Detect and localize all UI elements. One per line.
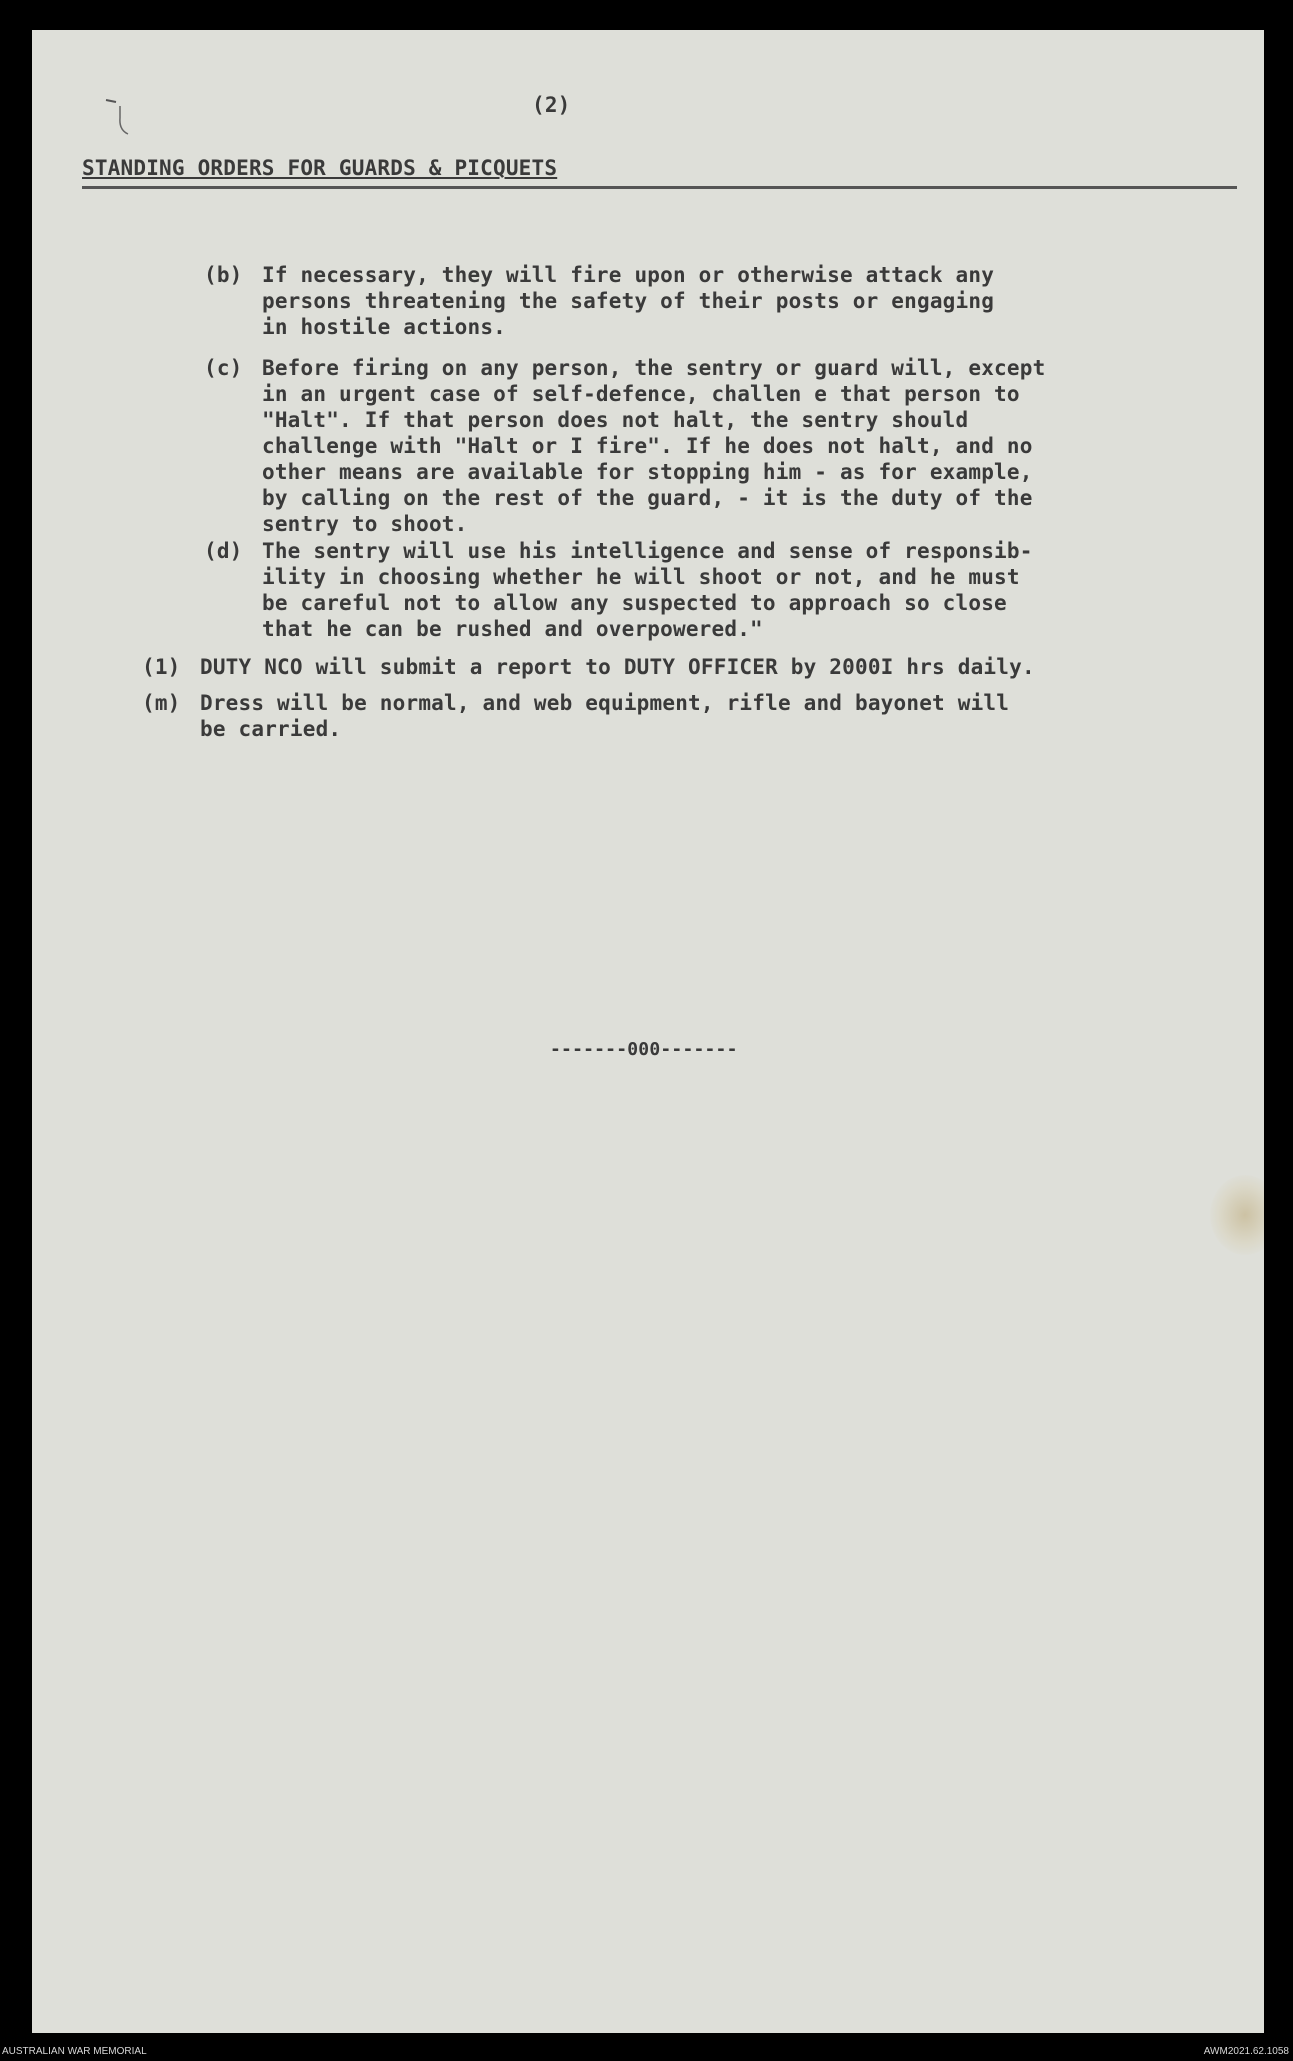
- paragraph-label: (1): [142, 655, 181, 679]
- paragraph-line: in hostile actions.: [262, 315, 507, 339]
- paragraph-line: that he can be rushed and overpowered.": [262, 617, 763, 641]
- document-heading: STANDING ORDERS FOR GUARDS & PICQUETS: [82, 156, 558, 180]
- paragraph-line: ility in choosing whether he will shoot or not, and he must: [262, 565, 1020, 589]
- paragraph-label: (c): [204, 356, 243, 380]
- page-number: (2): [532, 93, 571, 117]
- paragraph-line: challenge with "Halt or I fire". If he does not halt, and no: [262, 434, 1033, 458]
- paragraph-line: "Halt". If that person does not halt, the sentry should: [262, 408, 969, 432]
- paragraph-line: sentry to shoot.: [262, 512, 468, 536]
- paragraph-line: Dress will be normal, and web equipment, rifle and bayonet will: [200, 691, 1010, 715]
- paper-stain: [1210, 1175, 1264, 1255]
- footer-reference: AWM2021.62.1058: [1203, 2046, 1289, 2057]
- paragraph-line: by calling on the rest of the guard, - it is the duty of the: [262, 486, 1033, 510]
- paragraph-line: be careful not to allow any suspected to approach so close: [262, 591, 1007, 615]
- paragraph-line: other means are available for stopping him - as for example,: [262, 460, 1033, 484]
- paragraph-line: persons threatening the safety of their posts or engaging: [262, 289, 995, 313]
- paragraph-line: The sentry will use his intelligence and sense of responsib-: [262, 539, 1033, 563]
- heading-rule: [82, 186, 1237, 189]
- document-page: [32, 30, 1264, 2033]
- footer-credit: AUSTRALIAN WAR MEMORIAL: [2, 2046, 147, 2057]
- paragraph-line: be carried.: [200, 717, 342, 741]
- paragraph-line: DUTY NCO will submit a report to DUTY OFFICER by 2000I hrs daily.: [200, 655, 1035, 679]
- paragraph-label: (b): [204, 263, 243, 287]
- paragraph-label: (m): [142, 691, 181, 715]
- paragraph-line: in an urgent case of self-defence, challen e that person to: [262, 382, 1020, 406]
- end-separator: -------000-------: [550, 1039, 738, 1060]
- paragraph-label: (d): [204, 539, 243, 563]
- paragraph-line: Before firing on any person, the sentry or guard will, except: [262, 356, 1046, 380]
- paragraph-line: If necessary, they will fire upon or otherwise attack any: [262, 263, 995, 287]
